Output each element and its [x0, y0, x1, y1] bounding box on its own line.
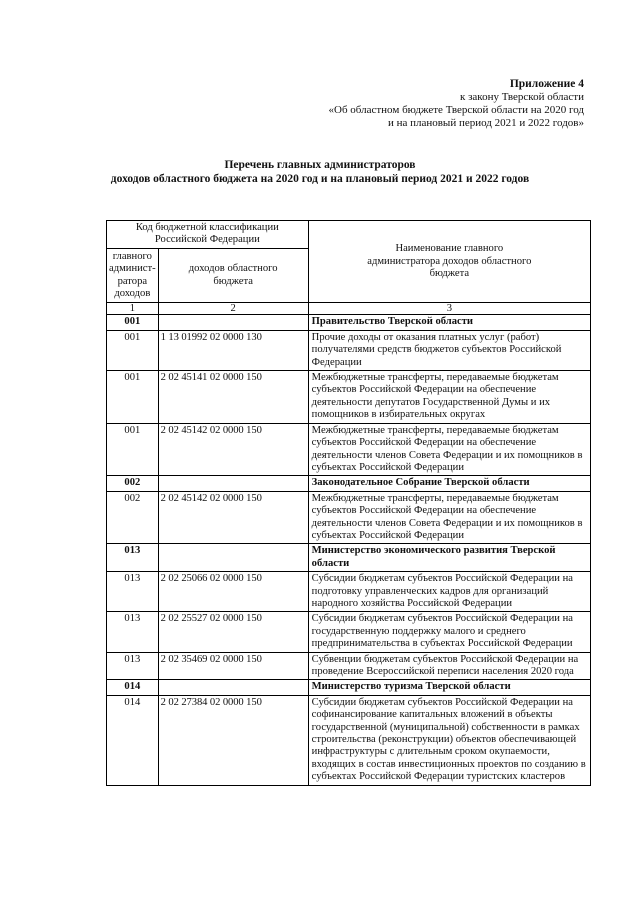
name-cell: Правительство Тверской области [308, 315, 590, 330]
admin-code-cell: 001 [107, 315, 159, 330]
admin-code-cell: 001 [107, 330, 159, 370]
name-cell: Межбюджетные трансферты, передаваемые бюджетам субъектов Российской Федерации на обеспечение деятельности депутатов Государственной Думы и их помощников в избирательных округах [308, 371, 590, 424]
admin-code-cell: 013 [107, 612, 159, 652]
table-row [107, 476, 591, 491]
admin-code-cell: 002 [107, 476, 159, 491]
table-row [107, 423, 591, 476]
table-row [107, 491, 591, 544]
table-row [107, 572, 591, 612]
name-cell: Межбюджетные трансферты, передаваемые бюджетам субъектов Российской Федерации на обеспечение деятельности членов Совета Федерации и их помощников в субъектах Российской Федерации [308, 423, 590, 476]
admin-code-cell: 013 [107, 544, 159, 572]
header-code-cell: доходов областного бюджета [158, 248, 308, 303]
admin-code-cell: 013 [107, 652, 159, 680]
appendix-line-3: и на плановый период 2021 и 2022 годов» [387, 117, 584, 129]
table-row [107, 371, 591, 424]
header-name-text: Наименование главного администратора доходов областного бюджета [367, 243, 532, 279]
header-name-cell [308, 221, 590, 303]
income-code-cell: 2 02 25527 02 0000 150 [158, 612, 308, 652]
admin-code-cell: 002 [107, 491, 159, 544]
header-group-cell: Код бюджетной классификации Российской Федерации [107, 221, 309, 249]
income-code-cell: 2 02 45142 02 0000 150 [158, 491, 308, 544]
table-row [107, 544, 591, 572]
income-code-cell [158, 315, 308, 330]
name-cell: Прочие доходы от оказания платных услуг (работ) получателями средств бюджетов субъектов Российской Федерации [308, 330, 590, 370]
income-code-cell: 2 02 45142 02 0000 150 [158, 423, 308, 476]
admin-code-cell: 014 [107, 695, 159, 785]
income-code-cell: 2 02 25066 02 0000 150 [158, 572, 308, 612]
column-number-2: 2 [158, 303, 308, 315]
document-heading [0, 158, 640, 186]
table-row [107, 330, 591, 370]
admin-code-cell: 001 [107, 423, 159, 476]
name-cell: Министерство экономического развития Тверской области [308, 544, 590, 572]
name-cell: Субвенции бюджетам субъектов Российской Федерации на проведение Всероссийской переписи населения 2020 года [308, 652, 590, 680]
income-code-cell [158, 680, 308, 695]
name-cell: Субсидии бюджетам субъектов Российской Федерации на государственную поддержку малого и среднего предпринимательства в субъектах Российской Федерации [308, 612, 590, 652]
admin-code-cell: 014 [107, 680, 159, 695]
column-number-3: 3 [308, 303, 590, 315]
income-code-cell: 2 02 45141 02 0000 150 [158, 371, 308, 424]
name-cell: Законодательное Собрание Тверской области [308, 476, 590, 491]
income-code-cell [158, 476, 308, 491]
table-row [107, 315, 591, 330]
column-number-row [107, 303, 591, 315]
heading-line-2: доходов областного бюджета на 2020 год и на плановый период 2021 и 2022 годов [110, 173, 530, 185]
table-header-row [107, 221, 591, 249]
name-cell: Субсидии бюджетам субъектов Российской Федерации на софинансирование капитальных вложений в объекты государственной (муниципальной) собственности в рамках строительства (реконструкции) объектов обеспечивающей инфраструктуры с длительным сроком окупаемости, входящих в состав инвестиционных проектов по созданию в субъектах Российской Федерации туристских кластеров [308, 695, 590, 785]
table-row [107, 612, 591, 652]
appendix-block [329, 78, 585, 130]
table-row [107, 652, 591, 680]
name-cell: Межбюджетные трансферты, передаваемые бюджетам субъектов Российской Федерации на обеспечение деятельности членов Совета Федерации и их помощников в субъектах Российской Федерации [308, 491, 590, 544]
column-number-1: 1 [107, 303, 159, 315]
income-code-cell [158, 544, 308, 572]
income-code-cell: 1 13 01992 02 0000 130 [158, 330, 308, 370]
appendix-line-1: к закону Тверской области [459, 91, 584, 103]
name-cell: Субсидии бюджетам субъектов Российской Федерации на подготовку управленческих кадров для организаций народного хозяйства Российской Федерации [308, 572, 590, 612]
admin-code-cell: 013 [107, 572, 159, 612]
header-admin-cell: главного админист-ратора доходов [107, 248, 159, 303]
appendix-line-2: «Об областном бюджете Тверской области на 2020 год [328, 104, 584, 116]
income-code-cell: 2 02 27384 02 0000 150 [158, 695, 308, 785]
appendix-title: Приложение 4 [509, 78, 584, 90]
admin-code-cell: 001 [107, 371, 159, 424]
table-row [107, 695, 591, 785]
table-row [107, 680, 591, 695]
heading-line-1: Перечень главных администраторов [224, 159, 416, 171]
administrators-table [106, 220, 591, 786]
income-code-cell: 2 02 35469 02 0000 150 [158, 652, 308, 680]
name-cell: Министерство туризма Тверской области [308, 680, 590, 695]
